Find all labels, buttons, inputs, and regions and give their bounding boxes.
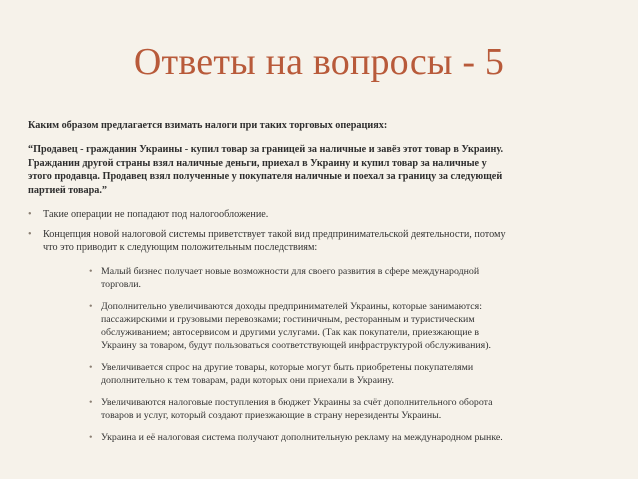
sub-list-item xyxy=(89,300,618,352)
sub-list-item xyxy=(89,396,618,422)
sub-list-item-text: дополнительно к тем товарам, ради которых они приехали в Украину. xyxy=(101,374,394,386)
sub-list-item-text: обслуживанием; автосервисом и другими услугами. (Так как покупатели, приезжающие в xyxy=(101,326,480,338)
bullet-icon: • xyxy=(89,300,93,312)
list-item xyxy=(28,228,618,444)
quote-line: “Продавец - гражданин Украины - купил товар за границей за наличные и завёз этот товар в Украину. xyxy=(28,144,503,155)
sub-bullet-list xyxy=(89,265,618,444)
bullet-icon: • xyxy=(28,228,32,240)
sub-list-item-text: Увеличивается спрос на другие товары, которые могут быть приобретены покупателями xyxy=(101,361,474,373)
quote-line: этого продавца. Продавец взял полученные у покупателя наличные и поехал за границу за следующей xyxy=(28,171,503,183)
sub-list-item-text: товаров и услуг, который создают приезжающие в страну нерезиденты Украины. xyxy=(101,409,442,421)
bullet-icon: • xyxy=(89,431,93,443)
bullet-list xyxy=(28,208,618,444)
list-item-text: что это приводит к следующим положительным последствиям: xyxy=(43,241,318,253)
sub-list-item-text: Увеличиваются налоговые поступления в бюджет Украины за счёт дополнительного оборота xyxy=(101,396,493,408)
sub-list-item xyxy=(89,361,618,387)
sub-list-item xyxy=(89,431,618,444)
page-title: Ответы на вопросы - 5 xyxy=(133,41,505,83)
bullet-icon: • xyxy=(89,265,93,277)
slide-content xyxy=(28,119,618,453)
sub-list-item xyxy=(89,265,618,291)
list-item xyxy=(28,208,618,221)
quote-line: партией товара.” xyxy=(28,184,108,196)
list-item-text: Такие операции не попадают под налогообложение. xyxy=(43,209,269,221)
quote-line: Гражданин другой страны взял наличные деньги, приехал в Украину и купил товар за наличные у xyxy=(28,157,487,169)
question-text: Каким образом предлагается взимать налоги при таких торговых операциях: xyxy=(28,120,388,131)
sub-list-item-text: пассажирскими и грузовыми перевозками; гостиничным, ресторанным и туристическим xyxy=(101,313,475,325)
bullet-icon: • xyxy=(89,396,93,408)
bullet-icon: • xyxy=(89,361,93,373)
sub-list-item-text: Украину за товаром, будут пользоваться соответствующей инфраструктурой обслуживания). xyxy=(101,339,491,351)
sub-list-item-text: Дополнительно увеличиваются доходы предпринимателей Украины, которые занимаются: xyxy=(101,300,482,312)
sub-list-item-text: торговли. xyxy=(101,278,142,290)
sub-list-item-text: Украина и её налоговая система получают дополнительную рекламу на международном рынке. xyxy=(101,431,503,443)
bullet-icon: • xyxy=(28,209,32,221)
sub-list-item-text: Малый бизнес получает новые возможности для своего развития в сфере международной xyxy=(101,265,480,277)
list-item-text: Концепция новой налоговой системы приветствует такой вид предпринимательской деятельности, потому xyxy=(43,228,506,240)
quote-block xyxy=(28,143,618,197)
